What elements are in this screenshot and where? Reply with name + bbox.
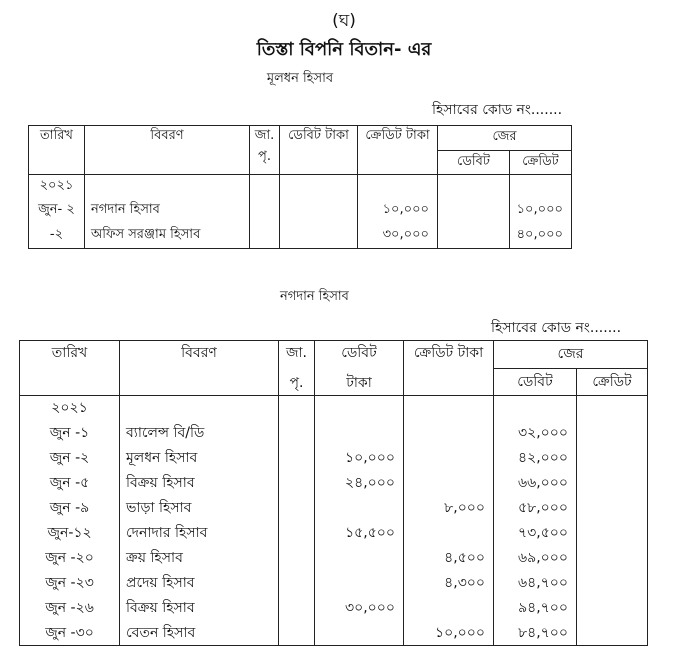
row-date: জুন -১ xyxy=(20,421,120,446)
ledger1-header-jp2: পৃ. xyxy=(258,149,271,164)
table-row xyxy=(29,199,572,223)
row-bal-credit xyxy=(577,496,648,521)
row-desc: ক্রয় হিসাব xyxy=(120,546,279,571)
row-bal-credit xyxy=(577,546,648,571)
row-debit: ৩০,০০০ xyxy=(315,596,404,621)
ledger1-header-debit: ডেবিট টাকা xyxy=(280,126,358,175)
row-bal-debit: ৫৮,০০০ xyxy=(494,496,577,521)
ledger2-header-balance: জের xyxy=(494,341,648,369)
row-bal-credit: ১০,০০০ xyxy=(510,199,572,223)
table-row xyxy=(29,175,572,199)
ledger2-header-desc: বিবরণ xyxy=(120,341,279,396)
row-desc: নগদান হিসাব xyxy=(85,199,250,223)
row-debit xyxy=(315,421,404,446)
row-credit: ১০,০০০ xyxy=(358,199,438,223)
row-desc: দেনাদার হিসাব xyxy=(120,521,279,546)
ledger2-year: ২০২১ xyxy=(20,396,120,421)
ledger2-code-label: হিসাবের কোড নং....... xyxy=(491,320,622,336)
row-credit: ৪,৫০০ xyxy=(404,546,494,571)
table-row xyxy=(20,571,648,596)
row-bal-credit xyxy=(577,471,648,496)
row-credit xyxy=(404,471,494,496)
row-desc: বিক্রয় হিসাব xyxy=(120,471,279,496)
row-debit xyxy=(315,571,404,596)
row-bal-debit: ৮৪,৭০০ xyxy=(494,621,577,646)
row-bal-debit: ৬৪,৭০০ xyxy=(494,571,577,596)
ledger1-header-jp1: জা. xyxy=(254,128,275,143)
ledger1-title: মূলধন হিসাব xyxy=(266,71,334,86)
ledger2-header-debit xyxy=(315,341,404,396)
ledger2-header-credit: ক্রেডিট টাকা xyxy=(404,341,494,396)
row-credit: ৮,০০০ xyxy=(404,496,494,521)
row-credit xyxy=(404,521,494,546)
table-row xyxy=(20,396,648,421)
row-desc: ভাড়া হিসাব xyxy=(120,496,279,521)
ledger1-table xyxy=(28,125,572,249)
row-bal-debit xyxy=(438,223,510,249)
row-credit xyxy=(404,596,494,621)
row-bal-debit: ৬৯,০০০ xyxy=(494,546,577,571)
row-debit xyxy=(280,199,358,223)
row-bal-debit xyxy=(438,199,510,223)
row-debit xyxy=(315,496,404,521)
ledger1-header-bal-credit: ক্রেডিট xyxy=(510,150,572,175)
row-credit: ১০,০০০ xyxy=(404,621,494,646)
table-row xyxy=(20,496,648,521)
row-credit: ৩০,০০০ xyxy=(358,223,438,249)
row-debit xyxy=(280,223,358,249)
row-date: জুন -৯ xyxy=(20,496,120,521)
table-row xyxy=(29,223,572,249)
row-date: জুন- ২ xyxy=(29,199,85,223)
ledger1-header-jp xyxy=(250,126,280,175)
row-date: জুন -২০ xyxy=(20,546,120,571)
ledger1-header-desc: বিবরণ xyxy=(85,126,250,175)
ledger2-header-bal-debit: ডেবিট xyxy=(494,368,577,396)
row-desc: প্রদেয় হিসাব xyxy=(120,571,279,596)
table-row xyxy=(20,621,648,646)
ledger1-year: ২০২১ xyxy=(29,175,85,199)
row-debit: ১০,০০০ xyxy=(315,446,404,471)
row-debit xyxy=(315,621,404,646)
ledger1-header-date: তারিখ xyxy=(29,126,85,175)
row-date: জুন-১২ xyxy=(20,521,120,546)
ledger2-header-debit2: টাকা xyxy=(346,375,372,391)
row-desc: অফিস সরঞ্জাম হিসাব xyxy=(85,223,250,249)
section-mark: (ঘ) xyxy=(332,11,356,31)
ledger1-header-balance: জের xyxy=(438,126,572,151)
row-desc: মূলধন হিসাব xyxy=(120,446,279,471)
ledger2-header-bal-credit: ক্রেডিট xyxy=(577,368,648,396)
row-bal-debit: ৯৪,৭০০ xyxy=(494,596,577,621)
row-date: জুন -২৬ xyxy=(20,596,120,621)
row-bal-credit xyxy=(577,521,648,546)
ledger2-header-date: তারিখ xyxy=(20,341,120,396)
row-debit: ২৪,০০০ xyxy=(315,471,404,496)
row-bal-credit: ৪০,০০০ xyxy=(510,223,572,249)
row-credit: ৪,৩০০ xyxy=(404,571,494,596)
ledger2-header-jp xyxy=(279,341,315,396)
row-bal-debit: ৬৬,০০০ xyxy=(494,471,577,496)
table-row xyxy=(20,596,648,621)
row-desc: ব্যালেন্স বি/ডি xyxy=(120,421,279,446)
row-bal-credit xyxy=(577,446,648,471)
document-title: তিস্তা বিপনি বিতান- এর xyxy=(256,39,432,60)
table-row xyxy=(20,471,648,496)
row-date: জুন -৩০ xyxy=(20,621,120,646)
ledger2-header-jp1: জা. xyxy=(285,345,308,361)
row-bal-debit: ৭৩,৫০০ xyxy=(494,521,577,546)
row-bal-debit: ৪২,০০০ xyxy=(494,446,577,471)
ledger2-title: নগদান হিসাব xyxy=(280,289,349,304)
row-date: জুন -২৩ xyxy=(20,571,120,596)
table-row xyxy=(20,546,648,571)
row-date: জুন -২ xyxy=(20,446,120,471)
row-debit xyxy=(315,546,404,571)
table-row xyxy=(20,421,648,446)
ledger1-header-credit: ক্রেডিট টাকা xyxy=(358,126,438,175)
ledger2-header-debit1: ডেবিট xyxy=(341,345,377,361)
row-bal-credit xyxy=(577,571,648,596)
ledger2-table xyxy=(19,340,648,646)
ledger1-header-bal-debit: ডেবিট xyxy=(438,150,510,175)
row-bal-debit: ৩২,০০০ xyxy=(494,421,577,446)
row-desc: বেতন হিসাব xyxy=(120,621,279,646)
ledger2-header-jp2: পৃ. xyxy=(289,375,304,391)
table-row xyxy=(20,446,648,471)
row-credit xyxy=(404,446,494,471)
ledger1-code-label: হিসাবের কোড নং....... xyxy=(432,102,563,118)
row-debit: ১৫,৫০০ xyxy=(315,521,404,546)
row-bal-credit xyxy=(577,596,648,621)
row-bal-credit xyxy=(577,621,648,646)
row-bal-credit xyxy=(577,421,648,446)
table-row xyxy=(20,521,648,546)
row-date: জুন -৫ xyxy=(20,471,120,496)
row-desc: বিক্রয় হিসাব xyxy=(120,596,279,621)
row-date: -২ xyxy=(29,223,85,249)
row-credit xyxy=(404,421,494,446)
